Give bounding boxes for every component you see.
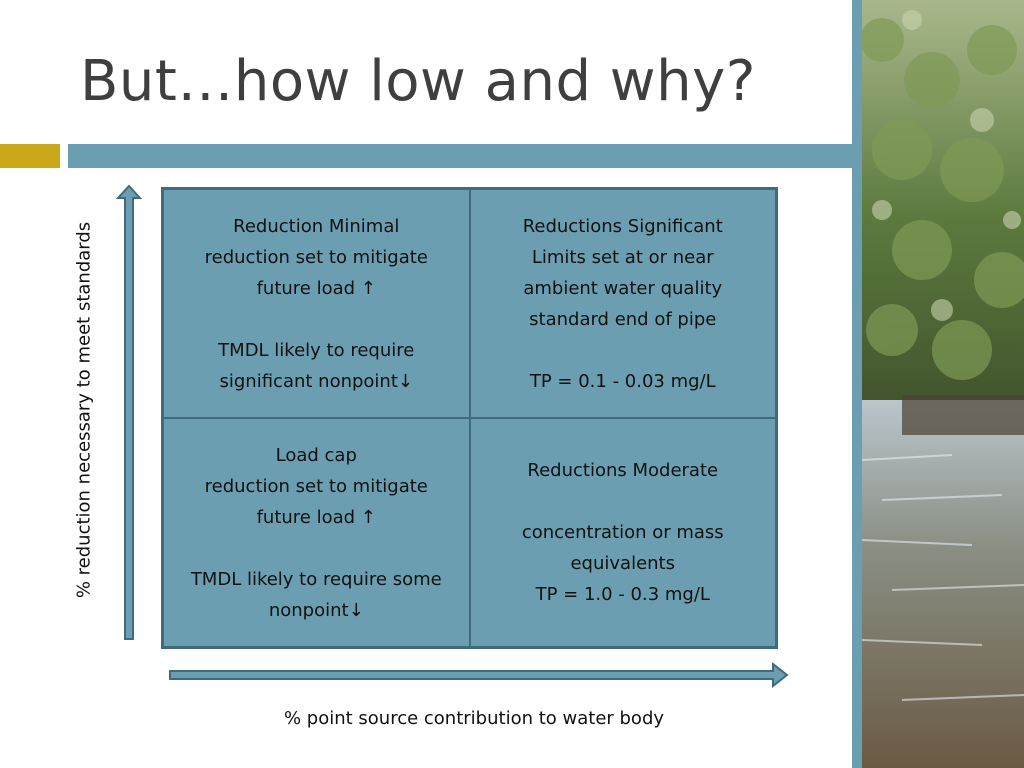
quadrant-text: future load ↑ — [256, 506, 376, 528]
quadrant-bottom-left — [163, 418, 470, 647]
accent-bar-teal — [68, 144, 863, 168]
photo-border — [852, 0, 862, 768]
quadrant-matrix — [161, 187, 778, 649]
quadrant-text: significant nonpoint↓ — [219, 370, 413, 392]
quadrant-heading: Reduction Minimal — [233, 215, 400, 237]
y-axis-arrow — [116, 184, 142, 642]
quadrant-text: TP = 0.1 - 0.03 mg/L — [529, 370, 716, 392]
quadrant-text: reduction set to mitigate — [204, 475, 428, 497]
x-axis-arrow — [168, 662, 790, 688]
x-axis-label: % point source contribution to water body — [283, 708, 665, 729]
quadrant-top-left — [163, 189, 470, 418]
quadrant-text: concentration or mass — [521, 522, 724, 543]
y-axis-label: % reduction necessary to meet standards — [73, 221, 95, 599]
river-photo — [862, 0, 1024, 768]
quadrant-text: future load ↑ — [256, 277, 376, 299]
quadrant-heading: Load cap — [275, 444, 357, 466]
quadrant-text: nonpoint↓ — [268, 599, 364, 621]
quadrant-text: TP = 1.0 - 0.3 mg/L — [535, 584, 710, 605]
quadrant-text: reduction set to mitigate — [204, 246, 428, 268]
quadrant-text: standard end of pipe — [529, 308, 717, 330]
accent-bar-gold — [0, 144, 60, 168]
quadrant-heading: Reductions Moderate — [527, 460, 719, 481]
quadrant-text: equivalents — [570, 553, 675, 574]
quadrant-text: TMDL likely to require some — [190, 568, 442, 590]
quadrant-bottom-right — [470, 418, 777, 647]
quadrant-top-right — [470, 189, 777, 418]
quadrant-heading: Reductions Significant — [522, 215, 723, 237]
quadrant-text: ambient water quality — [523, 277, 723, 299]
quadrant-text: TMDL likely to require — [218, 339, 415, 361]
quadrant-text: Limits set at or near — [531, 246, 714, 268]
slide-title: But…how low and why? — [80, 49, 756, 114]
